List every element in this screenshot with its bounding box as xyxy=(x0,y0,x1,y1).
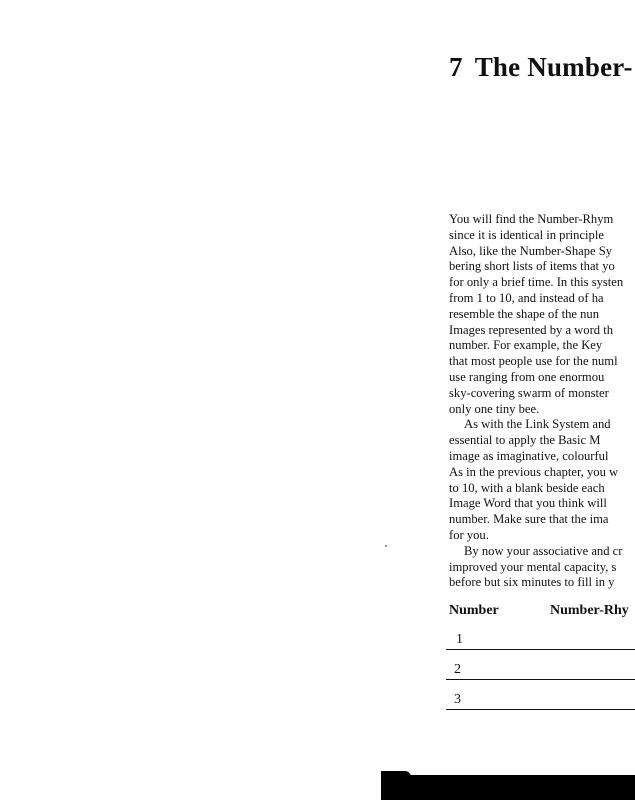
table-row xyxy=(446,662,635,684)
blank-line xyxy=(446,649,635,650)
chapter-number: 7 xyxy=(449,52,463,82)
chapter-title xyxy=(449,52,633,83)
text-line: image as imaginative, colourful xyxy=(449,448,609,463)
text-line: Also, like the Number-Shape Sy xyxy=(449,243,613,258)
blank-line xyxy=(446,709,635,710)
text-line: for you. xyxy=(449,527,489,542)
row-number: 1 xyxy=(456,632,463,647)
text-line: As with the Link System and xyxy=(464,417,611,432)
text-line: As in the previous chapter, you w xyxy=(449,464,619,479)
table-row xyxy=(446,632,635,654)
row-number: 2 xyxy=(454,662,461,677)
text-line: that most people use for the numl xyxy=(449,354,618,369)
text-line: sky-covering swarm of monster xyxy=(449,385,609,400)
column-header-number-rhyme: Number-Rhy xyxy=(550,603,629,618)
text-line: essential to apply the Basic M xyxy=(449,433,601,448)
text-line: for only a brief time. In this systen xyxy=(449,275,624,290)
text-line: improved your mental capacity, s xyxy=(449,559,617,574)
blank-line xyxy=(446,679,635,680)
text-line: By now your associative and cr xyxy=(464,543,623,558)
text-line: only one tiny bee. xyxy=(449,401,540,416)
text-line: to 10, with a blank beside each xyxy=(449,480,605,495)
text-line: Images represented by a word th xyxy=(449,322,614,337)
body-text xyxy=(449,212,635,591)
chapter-title-text: The Number- xyxy=(474,52,633,82)
row-number: 3 xyxy=(454,692,461,707)
scan-speck xyxy=(385,545,387,547)
text-line: number. Make sure that the ima xyxy=(449,512,609,527)
text-line: number. For example, the Key xyxy=(449,338,603,353)
text-line: from 1 to 10, and instead of ha xyxy=(449,290,604,305)
text-line: before but six minutes to fill in y xyxy=(449,575,615,590)
text-line: use ranging from one enormou xyxy=(449,369,605,384)
table-header xyxy=(449,603,635,623)
scan-edge-shadow xyxy=(381,775,635,800)
text-line: since it is identical in principle xyxy=(449,227,604,242)
text-line: Image Word that you think will xyxy=(449,496,607,511)
text-line: You will find the Number-Rhym xyxy=(449,212,614,226)
text-line: resemble the shape of the nun xyxy=(449,306,600,321)
table-row xyxy=(446,692,635,714)
text-line: bering short lists of items that yo xyxy=(449,259,615,274)
column-header-number: Number xyxy=(449,603,499,618)
